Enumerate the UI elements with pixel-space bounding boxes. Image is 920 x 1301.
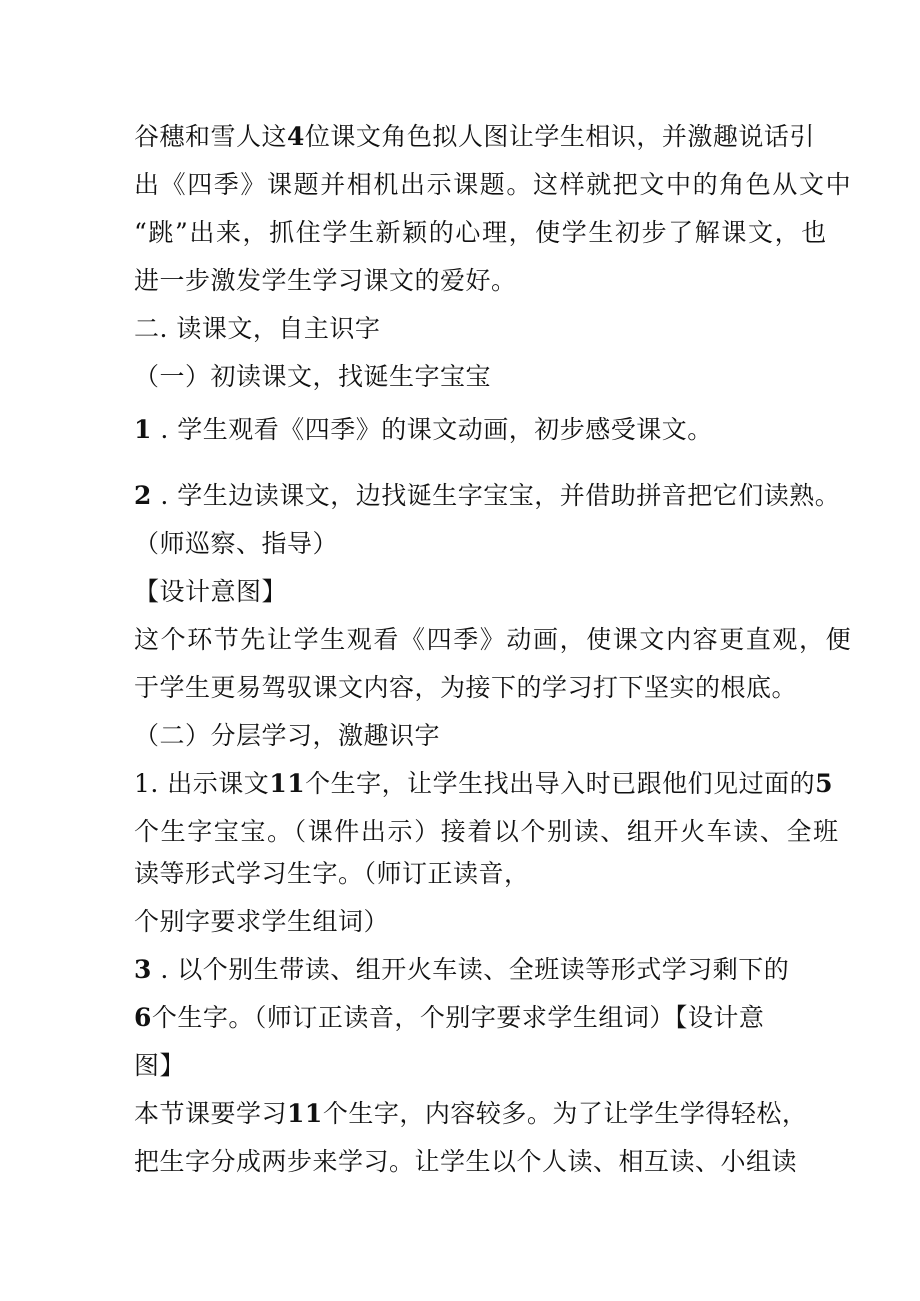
text-segment: 个生字。（师订正读音，个别字要求学生组词）【设计意 bbox=[151, 1003, 765, 1032]
text-segment: 二. 读课文，自主识字 bbox=[134, 314, 381, 343]
text-segment: 把生字分成两步来学习。让学生以个人读、相互读、小组读 bbox=[134, 1147, 798, 1176]
paragraph-line bbox=[134, 815, 840, 849]
text-segment: . 学生边读课文，边找诞生字宝宝，并借助拼音把它们读熟。 bbox=[151, 481, 841, 510]
paragraph-line bbox=[134, 1097, 808, 1131]
number-bold: 6 bbox=[134, 1003, 152, 1032]
number-bold: 5 bbox=[815, 769, 834, 798]
paragraph-line bbox=[134, 1145, 804, 1179]
text-segment: 【设计意图】 bbox=[134, 577, 288, 606]
text-segment: （一）初读课文，找诞生字宝宝 bbox=[134, 362, 492, 391]
number-bold: 11 bbox=[287, 1099, 323, 1128]
text-segment: 1. 出示课文 bbox=[134, 769, 270, 798]
text-segment: 个生字，让学生找出导入时已跟他们见过面的 bbox=[305, 769, 816, 798]
text-segment: 位课文角色拟人图让学生相识，并激趣说话引 bbox=[304, 122, 815, 151]
list-number: 2 bbox=[134, 481, 152, 510]
text-segment: “跳”出来，抓住学生新颖的心理，使学生初步了解课文，也 bbox=[134, 218, 828, 247]
design-intent-heading bbox=[134, 575, 804, 609]
section-heading bbox=[134, 312, 804, 346]
text-segment: 本节课要学习 bbox=[134, 1099, 288, 1128]
paragraph-line bbox=[134, 168, 853, 202]
paragraph-line bbox=[134, 623, 853, 657]
list-item bbox=[134, 767, 834, 801]
number-bold: 4 bbox=[287, 122, 305, 151]
list-item bbox=[134, 953, 804, 987]
text-segment: . 以个别生带读、组开火车读、全班读等形式学习剩下的 bbox=[151, 955, 790, 984]
text-segment: 个别字要求学生组词） bbox=[134, 907, 390, 936]
paragraph-line bbox=[134, 857, 804, 891]
text-segment: 这个环节先让学生观看《四季》动画，使课文内容更直观，便 bbox=[134, 625, 853, 654]
text-segment: 个生字，内容较多。为了让学生学得轻松， bbox=[322, 1099, 808, 1128]
list-number: 1 bbox=[134, 415, 152, 444]
paragraph-line bbox=[134, 905, 804, 939]
paragraph-line bbox=[134, 527, 804, 561]
paragraph-line bbox=[134, 216, 828, 250]
text-segment: . 学生观看《四季》的课文动画，初步感受课文。 bbox=[151, 415, 713, 444]
text-segment: （二）分层学习，激趣识字 bbox=[134, 721, 441, 750]
list-item bbox=[134, 479, 841, 513]
list-item bbox=[134, 413, 804, 447]
text-segment: 读等形式学习生字。（师订正读音， bbox=[134, 859, 530, 888]
subsection-heading bbox=[134, 360, 804, 394]
text-segment: 于学生更易驾驭课文内容，为接下的学习打下坚实的根底。 bbox=[134, 673, 798, 702]
text-segment: （师巡察、指导） bbox=[134, 529, 339, 558]
text-segment: 出《四季》课题并相机出示课题。这样就把文中的角色从文中 bbox=[134, 170, 853, 199]
subsection-heading bbox=[134, 719, 804, 753]
text-segment: 图】 bbox=[134, 1051, 186, 1080]
number-bold: 11 bbox=[269, 769, 306, 798]
list-number: 3 bbox=[134, 955, 152, 984]
design-intent-heading bbox=[134, 1049, 804, 1083]
text-segment: 谷穗和雪人这 bbox=[134, 122, 288, 151]
paragraph-line bbox=[134, 120, 815, 154]
paragraph-line bbox=[134, 671, 804, 705]
paragraph-line bbox=[134, 264, 804, 298]
paragraph-line bbox=[134, 1001, 804, 1035]
text-segment: 进一步激发学生学习课文的爱好。 bbox=[134, 266, 517, 295]
text-segment: 个生字宝宝。（课件出示）接着以个别读、组开火车读、全班 bbox=[134, 817, 840, 846]
